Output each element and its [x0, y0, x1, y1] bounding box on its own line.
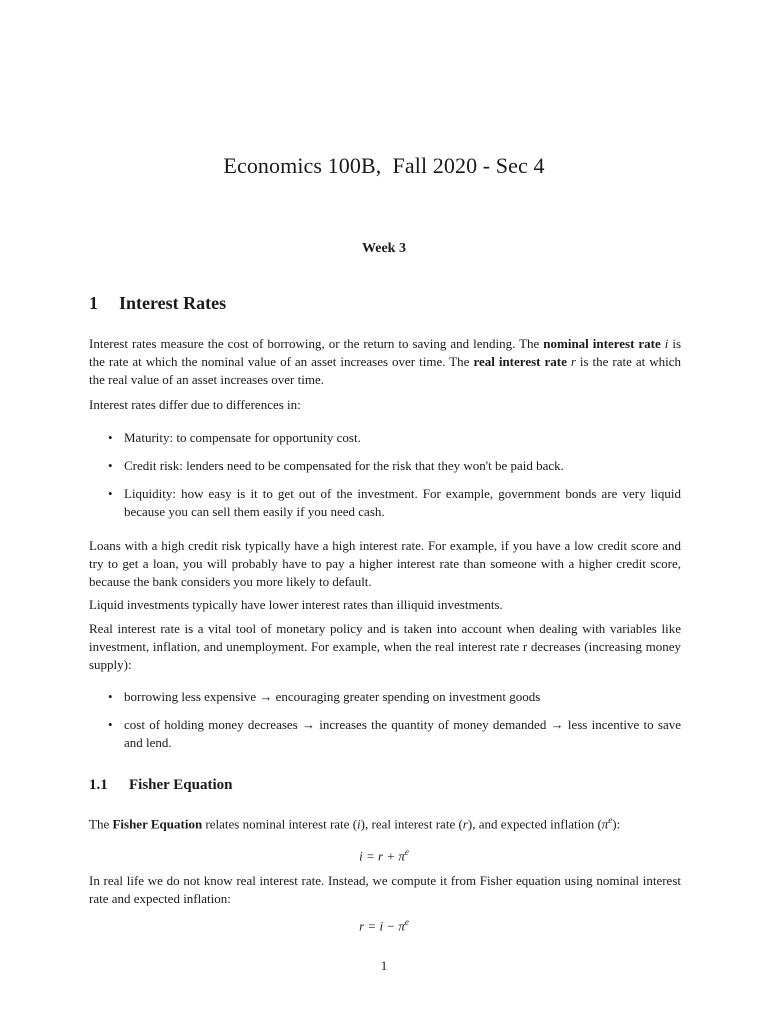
list-item-text: cost of holding money decreases → increases the quantity of money demanded → less incentive to save and lend.	[124, 717, 681, 750]
list-item-text: Credit risk: lenders need to be compensated for the risk that they won't be paid back.	[124, 458, 564, 473]
list-item	[89, 485, 681, 521]
text-run: is the rate at which the real value of an asset increases over time.	[89, 354, 682, 387]
symbol-r: r	[462, 816, 468, 832]
list-item-text: Maturity: to compensate for opportunity cost.	[124, 430, 361, 445]
text-run: ), and expected inflation (	[467, 816, 602, 832]
symbol-pi: π	[601, 816, 609, 832]
bullet-icon: •	[108, 689, 113, 704]
page-number: 1	[380, 958, 388, 973]
symbol-i: i	[664, 336, 669, 351]
subsection-number: 1.1	[89, 777, 108, 793]
paragraph-fisher-definition	[89, 811, 681, 833]
paragraph-monetary-policy: Real interest rate is a vital tool of monetary policy and is taken into account when dealing with variables like investment, inflation, and unemployment. For example, when the real interest rate r decreases (increasing money supply):	[89, 621, 681, 672]
list-item	[89, 688, 681, 706]
text-run: is the rate at which the nominal value of an asset increases over time. The	[89, 336, 682, 369]
text-run: Interest rates measure the cost of borrowing, or the return to saving and lending. The	[89, 336, 544, 351]
section-title: Interest Rates	[119, 293, 227, 313]
paragraph-credit-risk: Loans with a high credit risk typically have a high interest rate. For example, if you have a low credit score and try to get a loan, you will probably have to pay a higher interest rate than someone with a higher credit score, because the bank considers you more likely to default.	[89, 538, 681, 589]
term-real-interest-rate: real interest rate	[473, 354, 567, 369]
list-item	[89, 429, 681, 447]
text-run: ):	[612, 816, 621, 832]
subsection-heading-fisher-equation	[89, 777, 233, 794]
equation-real-rate	[0, 917, 768, 934]
text-run: relates nominal interest rate (	[202, 816, 358, 832]
term-fisher-equation: Fisher Equation	[112, 816, 203, 832]
symbol-superscript-e: e	[608, 815, 613, 825]
bullet-list-effects	[89, 688, 681, 752]
list-item	[89, 716, 681, 752]
text-run: ), real interest rate (	[360, 816, 463, 832]
bullet-icon: •	[108, 486, 113, 501]
symbol-r: r	[570, 354, 576, 369]
equation-superscript: e	[404, 847, 409, 857]
symbol-i: i	[357, 816, 361, 832]
paragraph-compute-real-rate: In real life we do not know real interest rate. Instead, we compute it from Fisher equation using nominal interest rate and expected inflation:	[89, 873, 681, 906]
document-subtitle: Week 3	[362, 241, 406, 256]
paragraph-interest-rates-intro	[89, 335, 681, 389]
list-item-text: Liquidity: how easy is it to get out of the investment. For example, government bonds are very liquid because you can sell them easily if you need cash.	[124, 486, 681, 519]
bullet-list-differences	[89, 429, 681, 521]
equation-text: i = r + π	[359, 848, 405, 864]
section-heading-interest-rates	[89, 293, 226, 314]
document-title: Economics 100B, Fall 2020 - Sec 4	[223, 153, 545, 178]
equation-superscript: e	[404, 917, 409, 927]
paragraph-differences: Interest rates differ due to differences in:	[89, 397, 301, 412]
text-run: The	[89, 816, 113, 832]
section-number: 1	[89, 293, 98, 313]
term-nominal-interest-rate: nominal interest rate	[543, 336, 661, 351]
bullet-icon: •	[108, 458, 113, 473]
subsection-title: Fisher Equation	[129, 777, 233, 793]
bullet-icon: •	[108, 430, 113, 445]
paragraph-liquid-investments: Liquid investments typically have lower interest rates than illiquid investments.	[89, 597, 503, 612]
equation-fisher	[0, 847, 768, 864]
list-item-text: borrowing less expensive → encouraging greater spending on investment goods	[124, 689, 541, 704]
list-item	[89, 457, 681, 475]
equation-text: r = i − π	[359, 918, 405, 934]
bullet-icon: •	[108, 717, 113, 732]
